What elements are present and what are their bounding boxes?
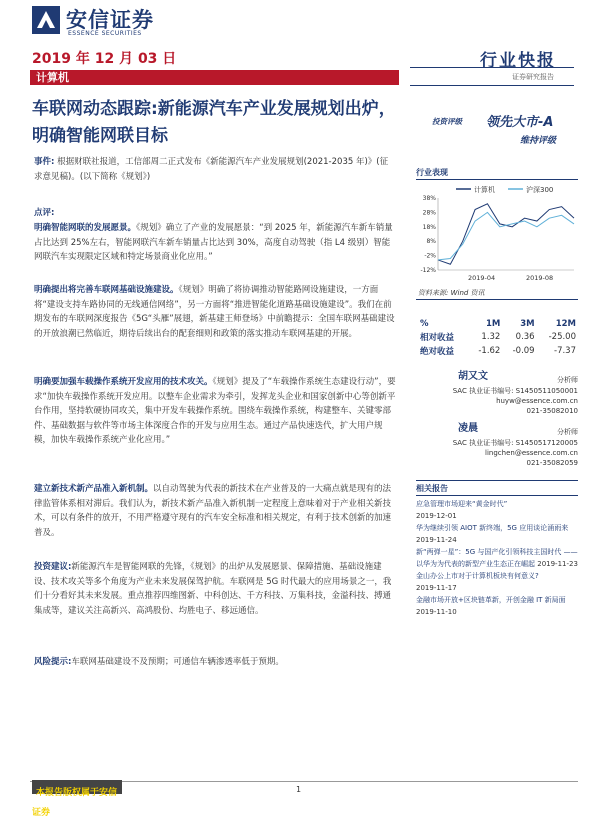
paragraph-mechanism: [34, 482, 396, 540]
paragraph-text: 以自动驾驶为代表的新技术在产业普及的一大痛点就是现有的法律监管体系相对滞后。我们认为，新技术新产品准入新机制一定程度上意味着对于产业相关新技术，可以有条件的放开，不用严格遵守现有的汽车安全标准和相关规定，有利于技术创新的加速普及。: [34, 484, 392, 538]
paragraph-text: 《规划》确立了产业的发展愿景：“到 2025 年，新能源汽车新车销量占比达到 25%左右，智能网联汽车新车销量占比达到 30%，高度自动驾驶（指 L4 级别）智能网联汽车实现限定区域和特定场景商业化应用。”: [34, 223, 393, 262]
rating-value: 领先大市-A: [486, 115, 554, 130]
table-row: [418, 330, 578, 344]
related-report-title[interactable]: 金山办公上市对于计算机板块有何意义?: [416, 572, 539, 580]
related-report-title[interactable]: 应急管理市场迎来“黄金时代”: [416, 500, 508, 508]
analyst-role: 分析师: [557, 428, 578, 436]
rating-label: 投资评级: [432, 117, 462, 126]
y-tick-label: -12%: [420, 267, 436, 274]
logo-icon: [32, 6, 60, 34]
related-report-date: 2019-12-01: [416, 512, 457, 520]
paragraph-vision: [34, 221, 396, 265]
divider: [416, 480, 578, 481]
paragraph-text: 《规划》提及了“车载操作系统生态建设行动”，要求“加快车载操作系统开发应用。以整车企业需求为牵引，发挥龙头企业和国家创新中心等创新平台作用，坚持软硬协同攻关，集中开发车载操作系统。围绕车载操作系统，构建整车、关键零部件、基础数据与软件等市场主体深度合作的开发与应用生态。通过产品快速迭代，扩大用户规模，加快车载操作系统产业化应用。”: [34, 377, 396, 445]
x-tick-label: 2019-04: [468, 274, 496, 282]
performance-chart: [416, 182, 578, 282]
table-cell: 1.32: [481, 332, 501, 342]
y-tick-label: -2%: [424, 252, 436, 260]
risk-text: 车联网基础建设不及预期；可通信车辆渗透率低于预期。: [71, 657, 284, 667]
analyst-phone: 021-35082010: [526, 407, 578, 415]
table-cell: -25.00: [548, 332, 576, 342]
related-report-title[interactable]: 新“两弹一星”：5G 与国产化引领科技主国时代 —— 以华为为代表的新型产业生态正在崛起: [416, 548, 578, 568]
row-label: 绝对收益: [420, 347, 455, 357]
brand-name-en: ESSENCE SECURITIES: [68, 30, 142, 37]
comment-label: [34, 206, 396, 221]
risk-label: 风险提示:: [34, 657, 72, 667]
y-tick-label: 38%: [422, 195, 436, 202]
y-tick-label: 28%: [422, 209, 436, 217]
analyst-email[interactable]: lingchen@essence.com.cn: [485, 449, 578, 457]
related-report-item[interactable]: [416, 594, 582, 618]
related-report-date: 2019-11-10: [416, 608, 457, 616]
table-cell: -0.09: [512, 346, 535, 356]
related-reports-list: [416, 498, 582, 618]
analyst-name: 凌晨: [458, 423, 478, 434]
paragraph-bold: 投资建议:: [34, 562, 72, 572]
table-cell: 0.36: [515, 332, 535, 342]
analyst-card: [412, 372, 578, 416]
analyst-sac: SAC 执业证书编号: S1450517120005: [452, 439, 578, 447]
page-title: 车联网动态跟踪:新能源汽车产业发展规划出炉，明确智能网联目标: [32, 99, 396, 146]
legend-label-hs300: 沪深300: [526, 186, 554, 194]
table-row: [418, 344, 578, 358]
related-report-title[interactable]: 华为继续引领 AIOT 新终端，5G 应用谈论涌雨来: [416, 524, 569, 532]
industry-bar: 计算机: [30, 70, 399, 85]
paragraph-infrastructure: [34, 283, 396, 341]
footer-disclaimer: [32, 780, 122, 818]
divider: [416, 299, 578, 300]
comment-label-text: 点评:: [34, 208, 55, 218]
table-header: 1M: [485, 319, 501, 329]
related-section-title: 相关报告: [416, 484, 448, 493]
analyst-name: 胡又文: [458, 371, 488, 382]
page-number: 1: [296, 785, 302, 794]
y-tick-label: 18%: [422, 223, 436, 231]
paragraph-text: 《规划》明确了将协调推动智能路网设施建设，一方面将“建设支持车路协同的无线通信网络”，另一方面将“推进智能化道路基础设施建设”。我们在前期发布的车联网深度报告《5G“头雁”展翅，新基建王师登场》中前瞻提示：全国车联网基础建设的开放浪潮已然临近，期待后续出台的配套细则和政策的落实推动车联网基建的开展。: [34, 285, 395, 339]
paragraph-text: 新能源汽车是智能网联的先锋，《规划》的出炉从发展愿景、保障措施、基础设施建设、技术攻关等多个角度为产业未来发展保驾护航。车联网是 5G 时代最大的应用场景之一，我们十分看好其未来发展。重点推荐四维图新、中科创达、千方科技、万集科技，金溢科技、搏通集成等，建议关注高新兴、高鸿股份、均胜电子、移远通信。: [34, 562, 392, 616]
related-report-date: 2019-11-24: [416, 536, 457, 544]
paragraph-bold: 明确提出将完善车联网基础设施建设。: [34, 285, 179, 295]
related-report-date: 2019-11-23: [537, 560, 578, 568]
series-line-计算机: [438, 204, 574, 264]
footer-label: 本报告版权属于安信证券: [32, 788, 118, 818]
risk-paragraph: [34, 655, 396, 670]
table-header: 12M: [555, 319, 576, 329]
series-line-沪深300: [438, 212, 574, 260]
analyst-card: [412, 424, 578, 468]
report-subtitle: 证券研究报告: [512, 73, 554, 81]
y-tick-label: 8%: [426, 238, 436, 246]
analyst-role: 分析师: [557, 376, 578, 384]
analyst-sac: SAC 执业证书编号: S1450511050001: [452, 387, 578, 395]
table-cell: -7.37: [554, 346, 576, 356]
x-tick-label: 2019-08: [526, 274, 554, 282]
chart-source: 资料来源: Wind 资讯: [418, 289, 485, 297]
brand-name: 安信证券: [66, 8, 154, 32]
divider: [416, 495, 578, 496]
divider: [410, 85, 574, 86]
paragraph-bold: 明确智能网联的发展愿景。: [34, 223, 137, 233]
report-type: 行业快报: [480, 51, 556, 71]
event-label: 事件:: [34, 157, 55, 167]
table-cell: -1.62: [478, 346, 501, 356]
event-text: 根据财联社报道，工信部周二正式发布《新能源汽车产业发展规划(2021-2035 年)》(征求意见稿)。(以下简称《规划》): [34, 157, 389, 182]
divider: [416, 179, 578, 180]
analyst-phone: 021-35082059: [526, 459, 578, 467]
paragraph-os: [34, 375, 396, 448]
rating-action: 维持评级: [520, 136, 557, 146]
related-report-title[interactable]: 金融市场开放+区块链革新，开创金融 IT 新局面: [416, 596, 566, 604]
related-report-date: 2019-11-17: [416, 584, 457, 592]
analyst-email[interactable]: huyw@essence.com.cn: [496, 397, 578, 405]
performance-table: [418, 318, 578, 358]
perf-section-title: 行业表现: [416, 168, 448, 177]
related-report-item[interactable]: [416, 570, 582, 594]
event-paragraph: [34, 155, 396, 184]
table-header: 3M: [520, 319, 535, 329]
legend-label-computer: 计算机: [474, 186, 495, 194]
paragraph-bold: 建立新技术新产品准入新机制。: [34, 484, 154, 494]
paragraph-investment: [34, 560, 396, 618]
paragraph-bold: 明确要加强车载操作系统开发应用的技术攻关。: [34, 377, 213, 387]
related-report-item[interactable]: [416, 522, 582, 546]
related-report-item[interactable]: [416, 498, 582, 522]
row-label: 相对收益: [420, 333, 455, 343]
table-header: %: [420, 319, 429, 329]
report-date: 2019 年 12 月 03 日: [32, 51, 177, 67]
related-report-item[interactable]: [416, 546, 582, 570]
